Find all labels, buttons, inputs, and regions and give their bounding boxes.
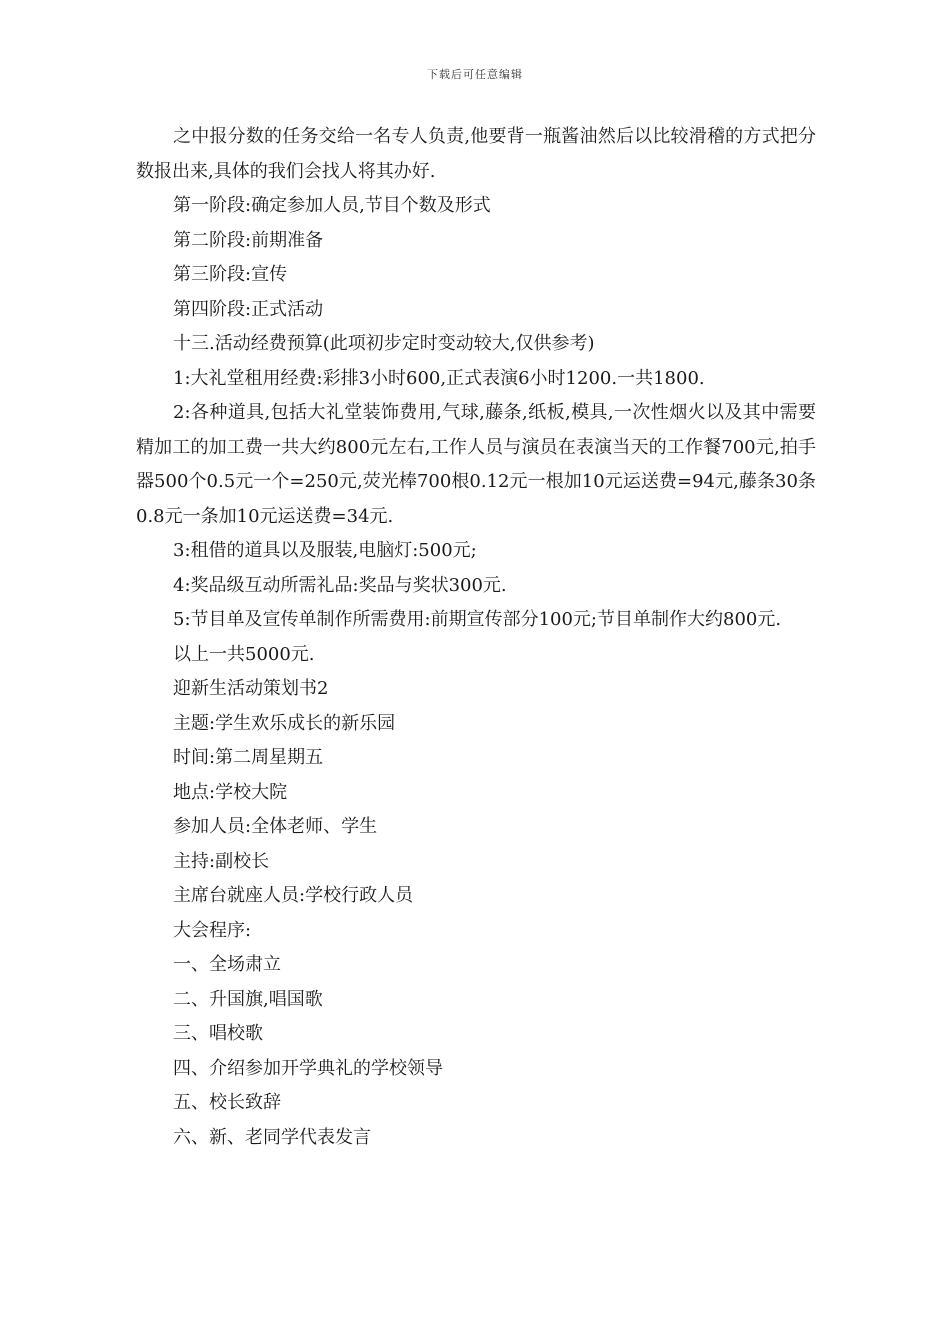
paragraph: 主席台就座人员:学校行政人员 (173, 885, 414, 906)
paragraph: 时间:第二周星期五 (173, 747, 324, 768)
list-item: 一、全场肃立 (173, 954, 281, 975)
paragraph: 之中报分数的任务交给一名专人负责,他要背一瓶酱油然后以比较滑稽的方式把分数报出来,具体的我们会找人将其办好. (136, 126, 816, 182)
list-item: 六、新、老同学代表发言 (173, 1126, 371, 1148)
paragraph: 1:大礼堂租用经费:彩排3小时600,正式表演6小时1200.一共1800. (173, 367, 705, 389)
paragraph: 主持:副校长 (173, 850, 270, 872)
paragraph: 5:节目单及宣传单制作所需费用:前期宣传部分100元;节目单制作大约800元. (173, 609, 782, 630)
paragraph: 参加人员:全体老师、学生 (173, 816, 378, 837)
document-title: 迎新生活动策划书2 (173, 678, 329, 699)
paragraph: 4:奖品级互动所需礼品:奖品与奖状300元. (173, 574, 507, 596)
paragraph: 地点:学校大院 (173, 781, 288, 803)
paragraph: 第三阶段:宣传 (173, 264, 288, 285)
page-header-note: 下载后可任意编辑 (427, 68, 523, 81)
paragraph: 第一阶段:确定参加人员,节目个数及形式 (173, 195, 491, 216)
list-item: 二、升国旗,唱国歌 (173, 988, 323, 1010)
section-heading: 十三.活动经费预算(此项初步定时变动较大,仅供参考) (173, 333, 595, 354)
paragraph: 主题:学生欢乐成长的新乐园 (173, 712, 396, 734)
list-item: 五、校长致辞 (173, 1092, 281, 1113)
paragraph: 第二阶段:前期准备 (173, 229, 324, 251)
document-body (136, 120, 816, 1155)
paragraph: 以上一共5000元. (173, 643, 315, 665)
paragraph: 第四阶段:正式活动 (173, 298, 324, 320)
list-item: 四、介绍参加开学典礼的学校领导 (173, 1057, 443, 1079)
list-item: 三、唱校歌 (173, 1023, 263, 1044)
paragraph: 3:租借的道具以及服装,电脑灯:500元; (173, 540, 477, 561)
paragraph: 2:各种道具,包括大礼堂装饰费用,气球,藤条,纸板,模具,一次性烟火以及其中需要精加工的加工费一共大约800元左右,工作人员与演员在表演当天的工作餐700元,拍手器500个0.5元一个=250元,荧光棒700根0.12元一根加10元运送费=94元,藤条30条0.8元一条加10元运送费=34元. (136, 402, 816, 527)
paragraph: 大会程序: (173, 919, 252, 941)
